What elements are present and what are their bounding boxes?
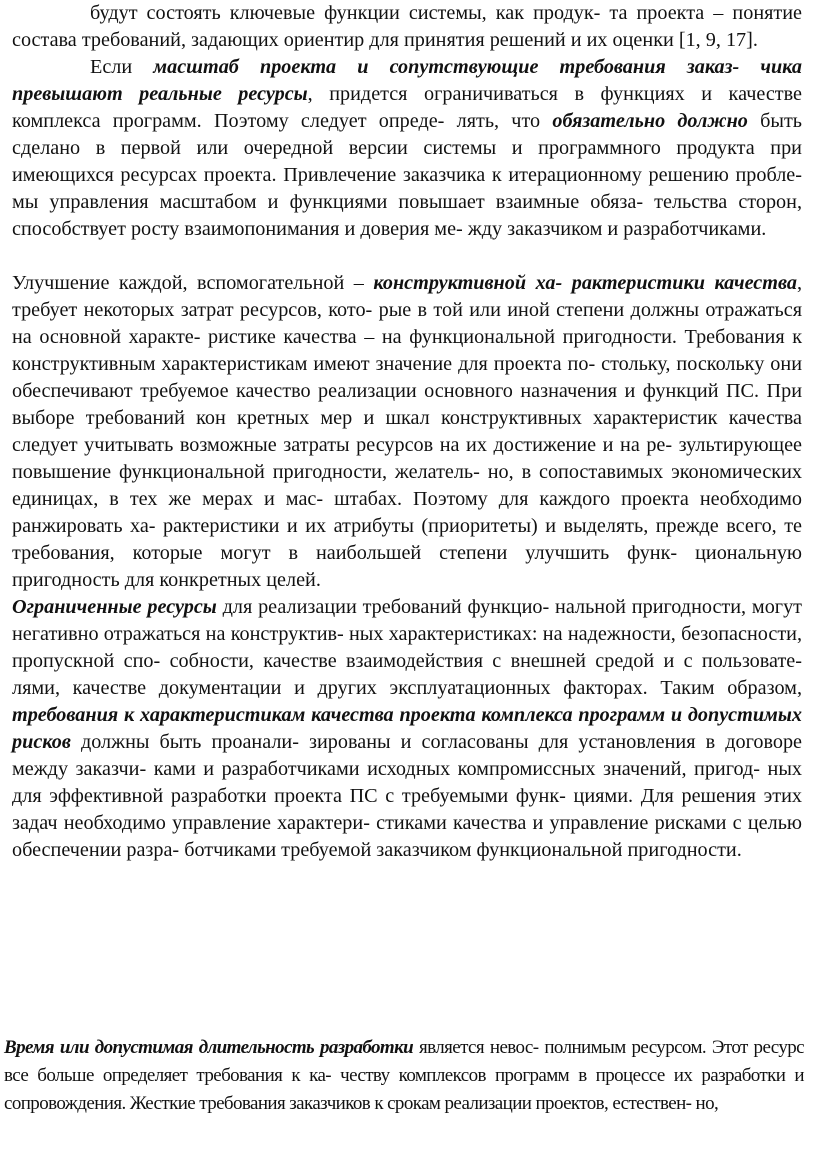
emphasis-text: масштаб проекта и сопутствующие требования заказ- чика превышают реальные ресурсы: [12, 56, 803, 105]
emphasis-text: Ограниченные ресурсы: [12, 596, 217, 618]
paragraph-2: [12, 54, 802, 243]
document-page: [4, 0, 804, 1115]
emphasis-text: Время или допустимая длительность разработки: [4, 1037, 414, 1058]
text-segment: быть сделано в первой или очередной версии системы и программного продукта при имеющихся ресурсах проекта. Привлечение заказчика к итерационному решению пробле- мы управления масштабом и функциями повышает взаимные обяза- тельства сторон, способствует росту взаимопонимания и доверия ме- жду заказчиком и разработчиками.: [12, 110, 802, 240]
paragraph-5: [4, 1034, 804, 1119]
text-segment: , придется ограничиваться в функциях и качестве комплекса программ. Поэтому следует опреде- лять, что: [12, 83, 802, 132]
text-segment: для реализации требований функцио- нальной пригодности, могут негативно отражаться на конструктив- ных характеристиках: на надежности, безопасности, пропускной спо- собности, качестве взаимодействия с внешней средой и с пользовате- лями, качестве документации и других эксплуатационных факторах. Таким образом,: [12, 596, 802, 699]
text-segment: будут состоять ключевые функции системы, как продук- та проекта – понятие состава требований, задающих ориентир для принятия решений и их оценки [1, 9, 17].: [12, 2, 802, 51]
text-segment: Улучшение каждой, вспомогательной –: [12, 272, 374, 294]
text-segment: , требует некоторых затрат ресурсов, кото- рые в той или иной степени должны отражаться на основной характе- ристике качества – на функциональной пригодности. Требования к конструктивным характеристикам имеют значение для проекта по- стольку, поскольку они обеспечивают требуемое качество реализации основного назначения и функций ПС. При выборе требований кон кретных мер и шкал конструктивных характеристик качества следует учитывать возможные затраты ресурсов на их достижение и на ре- зультирующее повышение функциональной пригодности, желатель- но, в сопоставимых экономических единицах, в тех же мерах и мас- штабах. Поэтому для каждого проекта необходимо ранжировать ха- рактеристики и их атрибуты (приоритеты) и выделять, прежде всего, те требования, которые могут в наибольшей степени улучшить функ- циональную пригодность для конкретных целей.: [12, 272, 802, 591]
paragraph-gap: [12, 243, 802, 270]
paragraph-4: [12, 594, 802, 864]
paragraph-1: [12, 0, 802, 54]
text-segment: является невос- полнимым ресурсом. Этот ресурс все больше определяет требования к ка- честву комплексов программ в процессе их разработки и сопровождения. Жесткие требования заказчиков к срокам реализации проектов, естествен- но,: [4, 1037, 804, 1115]
paragraph-3: [12, 270, 802, 594]
text-segment: должны быть проанали- зированы и согласованы для установления в договоре между заказчи- ками и разработчиками исходных компромиссных значений, пригод- ных для эффективной разработки проекта ПС с требуемыми функ- циями. Для решения этих задач необходимо управление характери- стиками качества и управление рисками с целью обеспечении разра- ботчиками требуемой заказчиком функциональной пригодности.: [12, 731, 802, 861]
emphasis-text: конструктивной ха- рактеристики качества: [373, 272, 797, 294]
emphasis-text: требования к характеристикам качества проекта комплекса программ и допустимых рисков: [12, 704, 802, 753]
emphasis-text: обязательно должно: [552, 110, 748, 132]
text-segment: Если: [90, 56, 154, 78]
